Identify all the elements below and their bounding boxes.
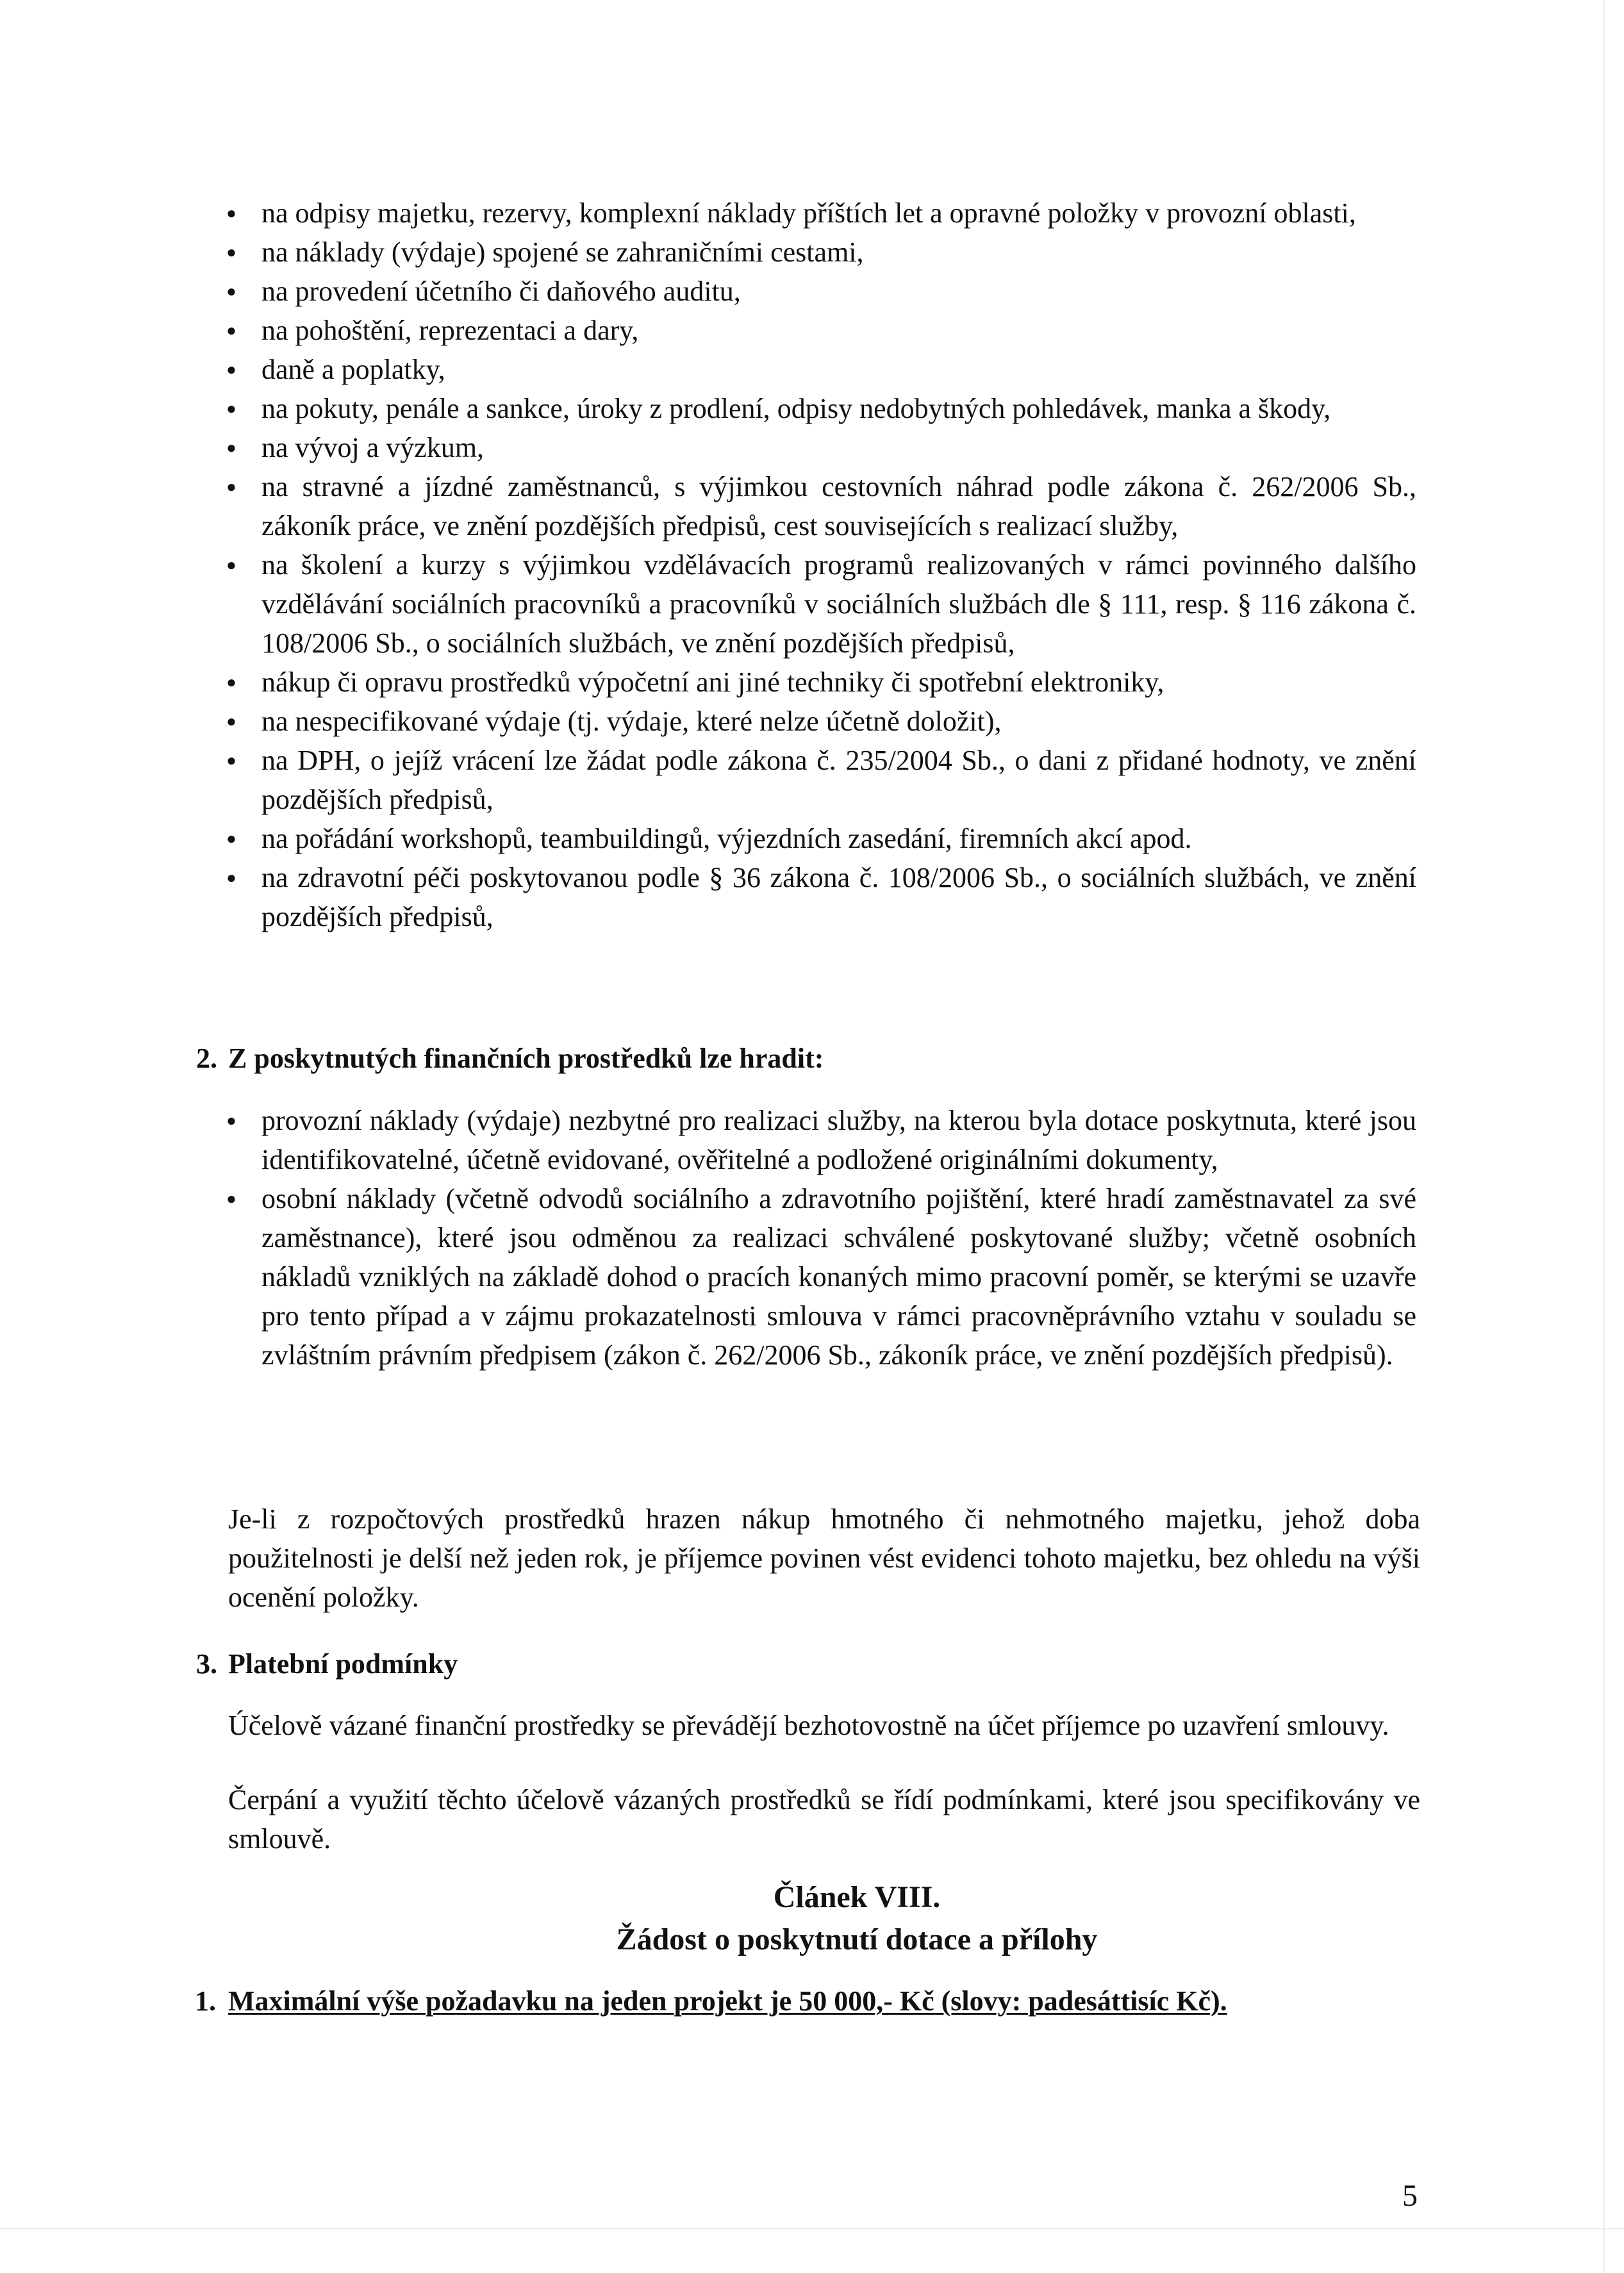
article-title: Článek VIII. [773, 1880, 941, 1914]
list-item: ● na nespecifikované výdaje (tj. výdaje, které nelze účetně doložit), [222, 702, 1416, 741]
list-item: ● nákup či opravu prostředků výpočetní ani jiné techniky či spotřební elektroniky, [222, 663, 1416, 702]
bullet-icon: ● [226, 1189, 236, 1208]
item-number: 1. [195, 1985, 216, 2017]
bullet-icon: ● [226, 556, 236, 574]
bullet-icon: ● [226, 712, 236, 731]
ineligible-costs-list [222, 194, 1416, 936]
item-text: Maximální výše požadavku na jeden projekt je 50 000,- Kč (slovy: padesáttisíc Kč). [228, 1985, 1227, 2017]
payment-paragraph-2: Čerpání a využití těchto účelově vázaných prostředků se řídí podmínkami, které jsou specifikovány ve smlouvě. [228, 1784, 1420, 1855]
bullet-icon: ● [226, 868, 236, 887]
eligible-costs-list [222, 1101, 1416, 1375]
section-title: Z poskytnutých finančních prostředků lze hradit: [228, 1043, 824, 1074]
list-item: ● osobní náklady (včetně odvodů sociálního a zdravotního pojištění, které hradí zaměstnavatel za své zaměstnance), které jsou odměnou za realizaci schválené poskytované služby; včetně osobních nákladů vzniklých na základě dohod o pracích konaných mimo pracovní poměr, se kterými se uzavře pro tento případ a v zájmu prokazatelnosti smlouva v rámci pracovněprávního vztahu v souladu se zvláštním právním předpisem (zákon č. 262/2006 Sb., zákoník práce, ve znění pozdějších předpisů). [222, 1179, 1416, 1375]
bullet-icon: ● [226, 204, 236, 222]
bullet-icon: ● [226, 673, 236, 691]
list-item: ● na náklady (výdaje) spojené se zahraničními cestami, [222, 233, 1416, 272]
bullet-icon: ● [226, 829, 236, 848]
bullet-icon: ● [226, 243, 236, 261]
list-item: ● daně a poplatky, [222, 350, 1416, 389]
section-3-heading [196, 1644, 458, 1683]
list-item: ● na pohoštění, reprezentaci a dary, [222, 311, 1416, 350]
section-2-heading [196, 1039, 824, 1078]
list-item: ● provozní náklady (výdaje) nezbytné pro realizaci služby, na kterou byla dotace poskytnuta, které jsou identifikovatelné, účetně evidované, ověřitelné a podložené originálními dokumenty, [222, 1101, 1416, 1179]
section-number: 3. [196, 1648, 217, 1680]
section-title: Platební podmínky [228, 1648, 458, 1680]
list-item: ● na provedení účetního či daňového auditu, [222, 272, 1416, 311]
list-item: ● na odpisy majetku, rezervy, komplexní náklady příštích let a opravné položky v provozní oblasti, [222, 194, 1416, 233]
list-item: ● na DPH, o jejíž vrácení lze žádat podle zákona č. 235/2004 Sb., o dani z přidané hodnoty, ve znění pozdějších předpisů, [222, 741, 1416, 819]
payment-paragraph-1: Účelově vázané finanční prostředky se převádějí bezhotovostně na účet příjemce po uzavření smlouvy. [228, 1710, 1389, 1741]
bullet-icon: ● [226, 751, 236, 770]
list-item: ● na pokuty, penále a sankce, úroky z prodlení, odpisy nedobytných pohledávek, manka a škody, [222, 389, 1416, 428]
bullet-icon: ● [226, 477, 236, 496]
list-item: ● na pořádání workshopů, teambuildingů, výjezdních zasedání, firemních akcí apod. [222, 819, 1416, 858]
list-item: ● na školení a kurzy s výjimkou vzdělávacích programů realizovaných v rámci povinného dalšího vzdělávání sociálních pracovníků a pracovníků v sociálních službách dle § 111, resp. § 116 zákona č. 108/2006 Sb., o sociálních službách, ve znění pozdějších předpisů, [222, 545, 1416, 663]
scan-edge-bottom [0, 2228, 1624, 2229]
max-request-item [195, 1981, 1227, 2021]
article-subtitle: Žádost o poskytnutí dotace a přílohy [616, 1922, 1098, 1956]
asset-register-paragraph: Je-li z rozpočtových prostředků hrazen nákup hmotného či nehmotného majetku, jehož doba použitelnosti je delší než jeden rok, je příjemce povinen vést evidenci tohoto majetku, bez ohledu na výši ocenění položky. [228, 1503, 1420, 1613]
bullet-icon: ● [226, 399, 236, 418]
bullet-icon: ● [226, 282, 236, 301]
list-item: ● na zdravotní péči poskytovanou podle § 36 zákona č. 108/2006 Sb., o sociálních službách, ve znění pozdějších předpisů, [222, 858, 1416, 936]
list-item: ● na vývoj a výzkum, [222, 428, 1416, 467]
bullet-icon: ● [226, 438, 236, 457]
bullet-icon: ● [226, 321, 236, 340]
page-number: 5 [1402, 2179, 1418, 2213]
section-number: 2. [196, 1043, 217, 1074]
bullet-icon: ● [226, 1111, 236, 1130]
bullet-icon: ● [226, 360, 236, 379]
list-item: ● na stravné a jízdné zaměstnanců, s výjimkou cestovních náhrad podle zákona č. 262/2006 Sb., zákoník práce, ve znění pozdějších předpisů, cest souvisejících s realizací služby, [222, 467, 1416, 545]
